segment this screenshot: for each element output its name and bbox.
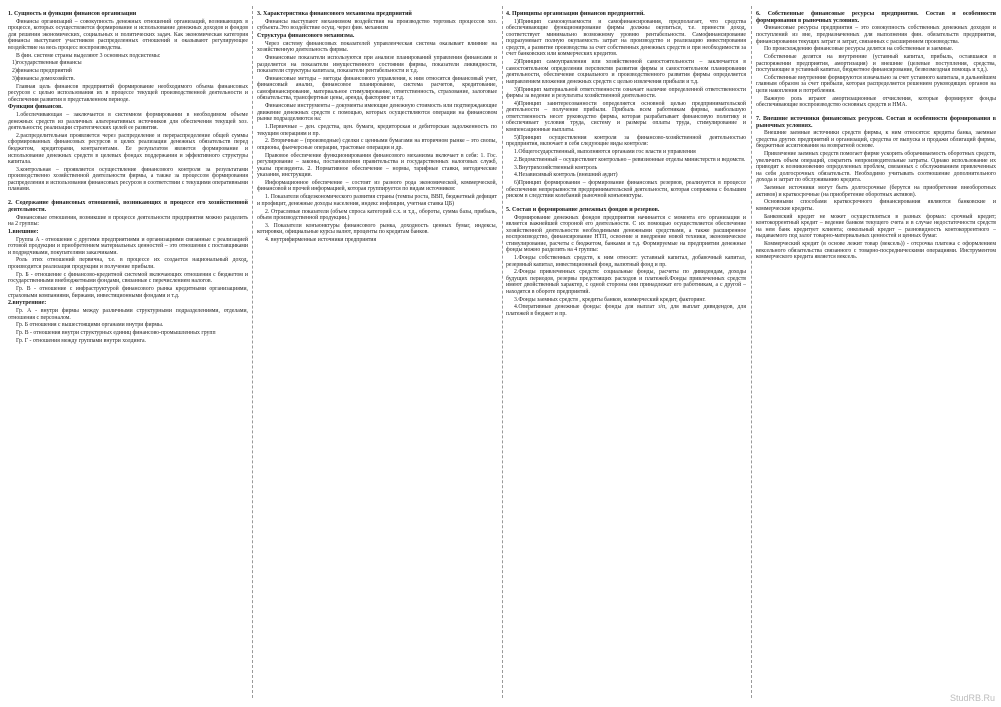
paragraph: 2)Принцип самоуправления или хозяйственной самостоятельности – заключается в самостоятельном определении перспектив развития фирмы и самостоятельном планировании деятельности, обеспечение социального и производственного развития фирмы определяется направлением вложения денежных средств с целью извлечения прибыли и т.д. [506,59,746,85]
section-heading: 7. Внешние источники финансовых ресурсов. Состав и особенности формирования в рыночных условиях. [756,115,996,129]
column-1 [8,10,248,695]
column-3 [506,10,746,695]
paragraph: Роль этих отношений первична, т.е. в процессе их создается национальный доход, производится реализация продукции и получение прибыли. [8,257,248,270]
paragraph: Гр. Г - отношения между группами внутри холдинга. [16,337,146,344]
paragraph: 4.Независимый контроль (внешний аудит) [514,172,618,179]
paragraph: 3)Принцип материальной ответственности означает наличие определенной ответственности фирмы за ведение и результаты хозяйственной деятельности. [506,86,746,100]
section-gap [8,194,248,199]
list-item: 2)финансы предприятий [12,68,72,75]
paragraph: 1.Общегосударственный, выполняются органами гос власти и управления [514,149,696,156]
paragraph: Важную роль играют амортизационные отчисления, которые формируют фонды обеспечивающие воспроизводство основных средств и НМА. [756,95,996,109]
section-heading: 1. Сущность и функции финансов организации [8,11,137,17]
paragraph: Гр. Б - отношение с финансово-кредитной системой включающих отношения с бюджетом и государственными внебюджетными фондами, связанные с перечислением налогов. [8,271,248,285]
paragraph: Финансовые отношения, возникшие в процессе деятельности предприятия можно разделить на 2 группы: [8,214,248,228]
section-heading: Структура финансового механизма. [257,32,355,39]
paragraph: 6)Принцип формирования – формирование финансовых резервов, реализуется в процессе обеспечения непрерывности предпринимательской деятельности, которая сопряжена с большим риском в следствии колебаний рыночной конъюнктуры. [506,179,746,200]
section-heading: 4. Принципы организации финансов предприятий. [506,11,645,17]
paragraph: 5)Принцип осуществления контроля за финансово-хозяйственной деятельностью предприятия, включает в себя следующие виды контроля: [506,134,746,148]
paragraph: Коммерческий кредит (в основе лежит товар (вексель)) - отсрочка платежа с оформлением вексельного обязательства связанного с товарно-посредническими операциями. Инструментом коммерческого кредита является вексель. [756,241,996,261]
paragraph: Основными способами краткосрочного финансирования являются банковские и коммерческие кредиты. [756,199,996,212]
paragraph: Гр. А - внутри фирмы между различными структурными подразделениями, отделами, отношения с персоналом. [8,307,248,321]
section-gap [506,201,746,206]
list-item: 3)финансы домохозяйств. [12,75,75,82]
paragraph: Гр. В - отношение с инфраструктурой финансового рынка кредитными организациями, страховыми компаниями, биржами, инвестиционными фондами и т.д. [8,286,248,299]
paragraph: 1.Первичные – ден. средства, цен. бумаги, кредиторская и дебиторская задолженность по текущим операциям и пр. [257,124,497,137]
paragraph: 3.контрольная – проявляется осуществление финансового контроля за результатами производственно хозяйственной деятельности фирмы, а также за процессом формирования распределения и использования финансовых ресурсов в соответствии с текущими оперативными планами. [8,166,248,193]
watermark: StudRB.Ru [949,693,995,703]
section-gap [756,110,996,115]
paragraph: 1. Показатели общеэкономического развития страны (темпы роста, ВВП, бюджетный дефицит и профицит, денежные доходы населения, индекс инфляции, учетная ставка ЦБ) [257,194,497,207]
paragraph: Собственные внутренние формируются изначально за счет уставного капитала, в дальнейшем главным образом за счет прибыли, которая распределяется решением руководящих органов на цели накопления и потребления. [756,74,996,94]
paragraph: Финансы организаций – совокупность денежных отношений организаций, возникающих в процессе, которых осуществляется формирование и использование денежных доходов и фондов для решения экономических, социальных и политических задач. Как экономическая категория финансы выступают участником распределенных отношений и оказывают регулирующее воздействие на весь процесс воспроизводства. [8,18,248,51]
list-item: 1)государственные финансы [12,60,82,67]
paragraph: Внешние заемные источники средств фирмы, к ним относятся: кредиты банка, заемные средства других предприятий и организаций, средства от выпуска и продажи облигаций фирмы, бюджетные ассигнования на возвратной основе. [756,130,996,150]
section-heading: 3. Характеристика финансового механизма предприятий [257,11,412,17]
section-heading: 2. Содержание финансовых отношений, возникающих в процессе его хозяйственной деятельности. [8,200,248,213]
column-4 [756,10,996,695]
paragraph: Финансовые методы – методы финансового управления, к ним относятся финансовый учет, финансовый анализ, финансовое планирование, система расчетов, кредитование, самофинансирование, материальное стимулирование, ответственность, страхование, залоговые обязательства, трансфертные цены, аренда, факторинг и т.д. [257,75,497,102]
column-2 [257,10,497,695]
paragraph: 4. внутрифирменные источники предприятия [265,237,377,244]
paragraph: 2.Фонды привлеченных средств: социальные фонды, расчеты по дивидендам, доходы будущих периодов, резервы предстоящих расходов и платежей.Фонды привлеченных средств имеют двойственный характер, с одной стороны они принадлежат его работникам, а с другой – находятся в обороте предприятий. [506,269,746,295]
paragraph: 1)Принцип самоокупаемости и самофинансирования, предполагает, что средства обеспечивающие функционирование фирмы должны окупиться, т.е. принести доход, соответствует минимально возможному уровню рентабельности. Самофинансирование подразумевает полную окупаемость затрат на производство и реализацию инвестирования средств, а развитие производства за счет собственных денежных средств и при необходимости за счет банковских или коммерческих кредитов. [506,18,746,58]
paragraph: 1.Фонды собственных средств, к ним относят: уставный капитал, добавочный капитал, резервный капитал, инвестиционный фонд, валютный фонд и пр. [506,254,746,268]
column-divider [751,6,752,698]
paragraph: 2. Вторичные – (производные) сделки с ценными бумагами на вторичном рынке – это свопы, опционы, фьючерсные операции, трастовые операции и др. [257,138,497,151]
paragraph: 4)Принцип заинтересованности определяется основной целью предпринимательской деятельности – получение прибыли. Прибыль всем работникам фирмы, наибольшую ответственность несет руководство фирмы, которая разрабатывает финансовую политику и обеспечивает условия труда, систему и размеры оплаты труда, стимулирование и компенсационные выплаты. [506,100,746,134]
paragraph: 2. Отраслевые показатели (объем спроса категорий с.х. и т.д., обороты, сумма базы, прибыль, объем производственной продукции.) [257,208,497,222]
section-heading: 1.внешние: [8,228,39,235]
paragraph: Группа А - отношение с другими предприятиями и организациями связанные с реализацией готовой продукции и приобретением материальных ценностей – это отношения с поставщиками и подрядчиками, покупателями заказчиками. [8,236,248,256]
paragraph: Финансовые инструменты – документы имеющие денежную стоимость или подтверждающие движение денежных средств с помощью, которых осуществляются операции на финансовом рынке подразделяются на: [257,103,497,123]
paragraph: 2.Ведомственный – осуществляет контрольно – ревизионные отделы министерств и ведомств. [514,156,746,163]
paragraph: Через систему финансовых показателей управленческая система оказывает влияние на хозяйственную деятельность фирмы. [257,40,497,54]
paragraph: 3.Внутрихозяйственный контроль [514,164,598,171]
paragraph: Формирование денежных фондов предприятия начинается с момента его организации и является важнейшей стороной его деятельности. С их помощью осуществляется обеспечение хозяйственной деятельности необходимыми денежными средствами, а также расширенное воспроизводство, финансирование НТП, освоение и внедрение новой техники, экономическое стимулирование, расчеты с бюджетом, банками и т.д. Формируемые на предприятии денежные фонды можно разделить на 4 группы: [506,214,746,254]
paragraph: Финансы выступают механизмом воздействия на производство торговых процессов хоз. субъекта.Это воздействие осущ. через фин. механизм [257,18,497,32]
column-divider [252,6,253,698]
section-heading: Функции финансов. [8,104,63,111]
paragraph: Гр. В - отношения внутри структурных единиц финансово-промышленных групп [16,330,216,336]
section-heading: 6. Собственные финансовые ресурсы предприятия. Состав и особенности формирования в рыночных условиях. [756,11,996,24]
paragraph: 1.обеспечивающая – заключается в системном формировании в необходимом объеме денежных средств из различных альтернативных источников для обеспечения текущей хоз. деятельности; реализации стратегических целей ее развития. [8,112,248,132]
paragraph: Собственные делятся на внутренние (уставный капитал, прибыль, оставшаяся в распоряжении предприятия, амортизация) и внешние (целевые поступления, средства, поступающие в уставный капитал, бюджетное финансирование, безвозмездная помощь и т.д.). [756,53,996,74]
paragraph: Главная цель финансов предприятий формирование необходимого объема финансовых ресурсов с целью использования их в процессе текущей производственной деятельности и обеспечения развития в представленном периоде. [8,83,248,103]
paragraph: Привлечение заемных средств помогает фирме ускорить оборачиваемость оборотных средств, увеличить объем операций, сократить непроизводительные затраты. Однако использование их приводит к возникновению определенных проблем, связанных с обслуживанием привлеченных на себя долгосрочных обязательств. Необходимо учитывать соотношение дополнительного дохода и затрат по обслуживанию кредита. [756,151,996,184]
paragraph: Правовое обеспечение функционирования финансового механизма включает в себя: 1. Гос. регулирование – законы, постановления правительства и государственных налоговых служб, указы президента. 2. Нормативное обеспечение – нормы, тарифные ставки, методические указания, инструкции. [257,152,497,179]
paragraph: Информационное обеспечение – состоит из разного рода экономической, коммерческой, финансовой и прочей информацией, которая группируется по видам источников: [257,179,497,193]
section-heading: 2.внутренние: [8,300,47,307]
paragraph: Гр. Б отношения с вышестоящими органами внутри фирмы. [16,322,164,329]
paragraph: Банковский кредит не может осуществляться в разных формах: срочный кредит; контокоррентный кредит – ведение банком текущего счета и в случае недостаточности средств на нем банк кредитует клиента; онкольный кредит – разновидность контокоррентного – выдаваемого под залог товарно-материальных ценностей и ценных бумаг. [756,213,996,240]
column-divider [502,6,503,698]
paragraph: 3.Фонды заемных средств , кредиты банков, коммерческий кредит, факторинг. [514,296,706,303]
paragraph: 2.распределительная проявляется через распределение и перераспределение общей суммы сформированных финансовых ресурсов в целях реализации денежных обязательств перед бюджетом, кредиторами, контрагентами. Ее результатом является формирование и использование денежных средств в целевых фондах поддержания и эффективного структуры капитала. [8,132,248,166]
paragraph: Заемные источники могут быть долгосрочные (берутся на приобретение внеоборотных активов) и краткосрочные (на приобретение оборотных активов). [756,185,996,198]
paragraph: Финансовые показатели используются при анализе планирований управления финансами и разделяется на показатели имущественного состояния фирмы, показатели ликвидности, показатели структуры капитала, показатели рентабельности и т.д. [257,54,497,75]
paragraph: В фин. системе страны выделяют 3 основных подсистемы: [16,52,161,59]
paragraph: 4.Оперативные денежные фонды: фонды для выплат з/п, для выплат дивидендов, для платежей в бюджет и пр. [506,304,746,317]
section-heading: 5. Состав и формирование денежных фондов и резервов. [506,206,660,213]
paragraph: 3. Показатели конъюнктуры финансового рынка, доходность ценных бумаг, индексы, котировки, официальные курсы валют, проценты по кредитам банков. [257,222,497,236]
paragraph: Финансовые ресурсы предприятия – это совокупность собственных денежных доходов и поступлений из вне, предназначенных для выполнения фин. обязательств предприятия, финансирования текущих затрат и затрат, связанных с расширением производства. [756,25,996,45]
paragraph: По происхождению финансовые ресурсы делятся на собственные и заемные. [764,46,954,53]
